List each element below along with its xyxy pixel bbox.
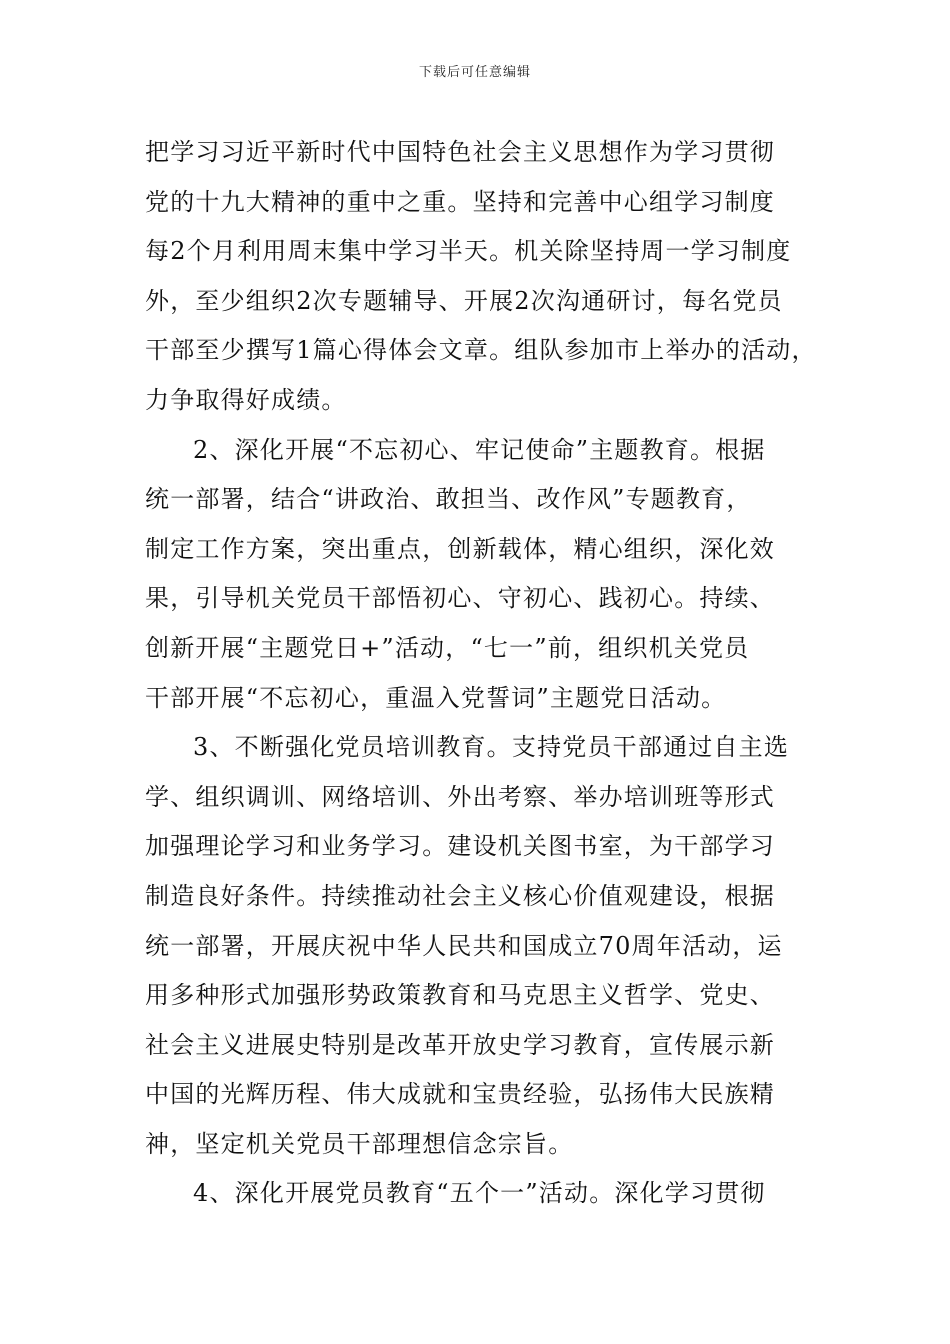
text-line: 统一部署，结合“讲政治、敢担当、改作风”专题教育，	[145, 485, 752, 514]
document-body	[145, 128, 815, 1219]
paragraph-start-line: 2、深化开展“不忘初心、牢记使命”主题教育。根据	[193, 435, 766, 464]
text-line: 力争取得好成绩。	[145, 385, 347, 414]
text-line: 每2个月利用周末集中学习半天。机关除坚持周一学习制度	[145, 237, 792, 266]
text-line: 制造良好条件。持续推动社会主义核心价值观建设，根据	[145, 881, 775, 910]
text-line: 制定工作方案，突出重点，创新载体，精心组织，深化效	[145, 534, 775, 563]
text-line: 中国的光辉历程、伟大成就和宝贵经验，弘扬伟大民族精	[145, 1080, 775, 1109]
text-line: 社会主义进展史特别是改革开放史学习教育，宣传展示新	[145, 1030, 775, 1059]
text-line: 学、组织调训、网络培训、外出考察、举办培训班等形式	[145, 782, 775, 811]
text-line: 果，引导机关党员干部悟初心、守初心、践初心。持续、	[145, 584, 775, 613]
page-header-note: 下载后可任意编辑	[418, 65, 531, 80]
text-line: 统一部署，开展庆祝中华人民共和国成立70周年活动，运	[145, 931, 783, 960]
text-line: 把学习习近平新时代中国特色社会主义思想作为学习贯彻	[145, 138, 775, 166]
paragraph-start-line: 3、不断强化党员培训教育。支持党员干部通过自主选	[193, 733, 790, 762]
text-line: 用多种形式加强形势政策教育和马克思主义哲学、党史、	[145, 981, 775, 1010]
text-line: 干部开展“不忘初心，重温入党誓词”主题党日活动。	[145, 683, 727, 712]
text-line: 外，至少组织2次专题辅导、开展2次沟通研讨，每名党员	[145, 286, 783, 315]
text-line: 加强理论学习和业务学习。建设机关图书室，为干部学习	[145, 832, 775, 861]
text-line: 干部至少撰写1篇心得体会文章。组队参加市上举办的活动，	[145, 336, 817, 365]
text-line: 创新开展“主题党日+”活动，“七一”前，组织机关党员	[145, 633, 750, 662]
text-line: 党的十九大精神的重中之重。坚持和完善中心组学习制度	[145, 187, 775, 216]
paragraph-start-line: 4、深化开展党员教育“五个一”活动。深化学习贯彻	[193, 1179, 766, 1208]
text-line: 神，坚定机关党员干部理想信念宗旨。	[145, 1129, 574, 1158]
